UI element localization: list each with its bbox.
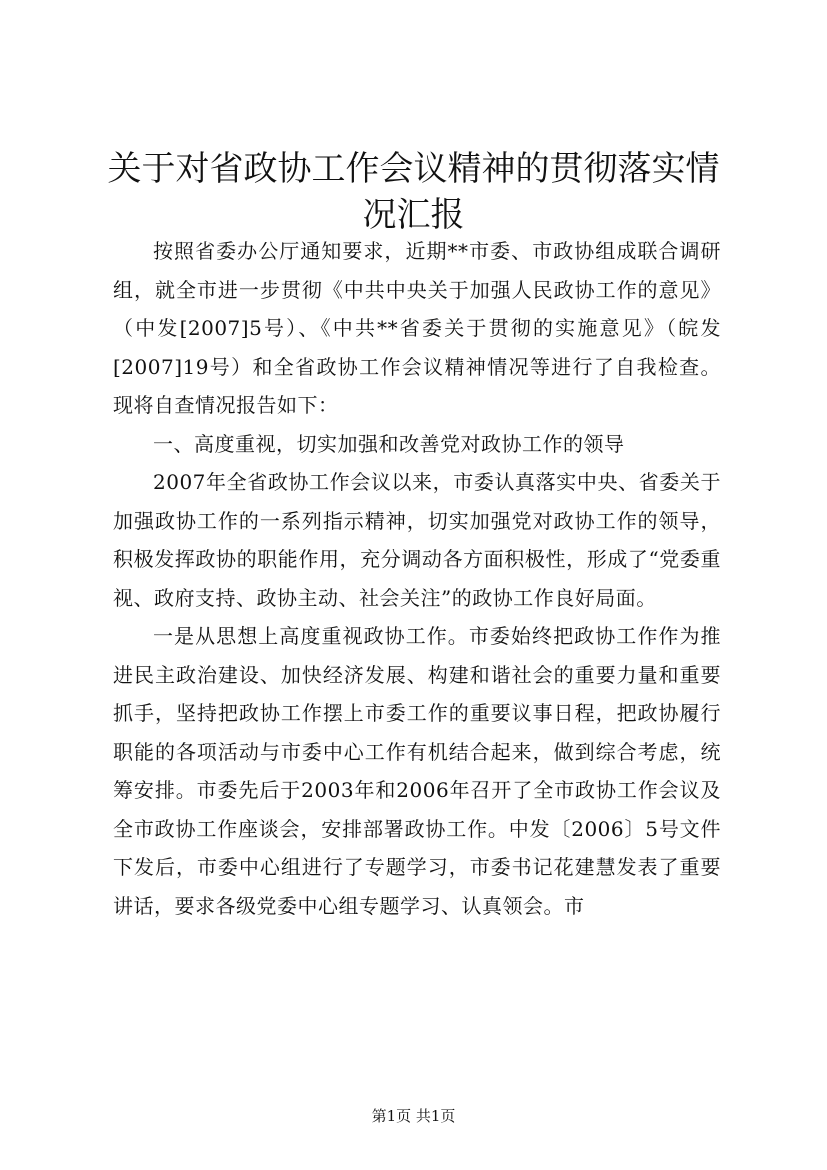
- document-body: [113, 232, 721, 925]
- page-footer: 第1页 共1页: [371, 1107, 456, 1125]
- document-title: 关于对省政协工作会议精神的贯彻落实情况汇报: [107, 149, 720, 235]
- paragraph-intro: 按照省委办公厅通知要求，近期**市委、市政协组成联合调研组，就全市进一步贯彻《中共中央关于加强人民政协工作的意见》（中发[2007]5号）、《中共**省委关于贯彻的实施意见》（皖发[2007]19号）和全省政协工作会议精神情况等进行了自我检查。现将自查情况报告如下：: [113, 239, 721, 417]
- paragraph-point-1: 一是从思想上高度重视政协工作。市委始终把政协工作作为推进民主政治建设、加快经济发展、构建和谐社会的重要力量和重要抓手，坚持把政协工作摆上市委工作的重要议事日程，把政协履行职能的各项活动与市委中心工作有机结合起来，做到综合考虑，统筹安排。市委先后于2003年和2006年召开了全市政协工作会议及全市政协工作座谈会，安排部署政协工作。中发〔2006〕5号文件下发后，市委中心组进行了专题学习，市委书记花建慧发表了重要讲话，要求各级党委中心组专题学习、认真领会。市: [113, 624, 721, 918]
- section-heading-1: 一、高度重视，切实加强和改善党对政协工作的领导: [153, 431, 625, 456]
- paragraph-section-1: 2007年全省政协工作会议以来，市委认真落实中央、省委关于加强政协工作的一系列指示精神，切实加强党对政协工作的领导，积极发挥政协的职能作用，充分调动各方面积极性，形成了“党委重视、政府支持、政协主动、社会关注”的政协工作良好局面。: [113, 470, 721, 610]
